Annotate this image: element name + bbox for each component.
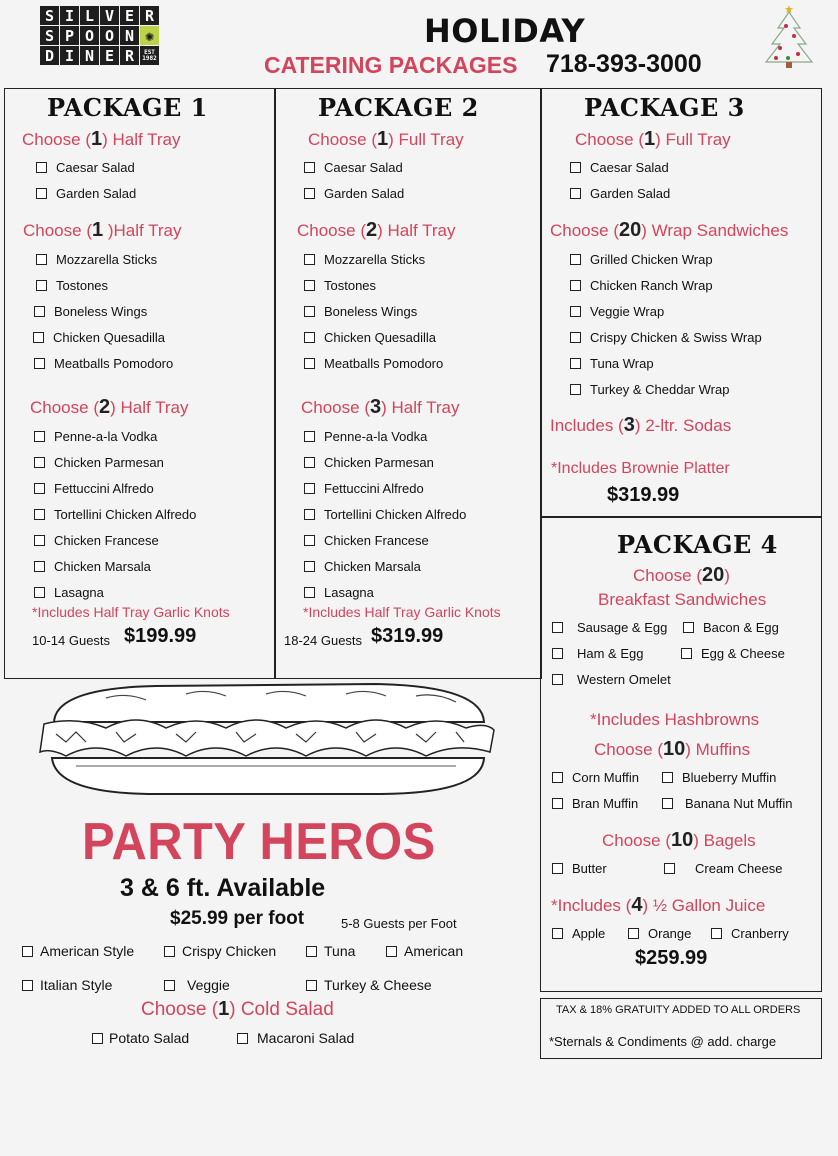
menu-option[interactable]: [304, 455, 434, 470]
checkbox[interactable]: [22, 946, 33, 957]
checkbox[interactable]: [662, 798, 673, 809]
option-label: Crispy Chicken & Swiss Wrap: [590, 330, 762, 345]
heros-guests: 5-8 Guests per Foot: [341, 916, 457, 931]
menu-option[interactable]: [34, 356, 173, 371]
christmas-tree-icon: [758, 2, 820, 70]
checkbox[interactable]: [662, 772, 673, 783]
choose-prefix: Choose (: [141, 999, 219, 1020]
menu-option[interactable]: [34, 304, 147, 319]
logo-letter: D: [40, 46, 59, 65]
checkbox[interactable]: [304, 332, 315, 343]
checkbox[interactable]: [304, 483, 315, 494]
choose-count: 1: [90, 128, 103, 150]
checkbox[interactable]: [306, 980, 317, 991]
option-label: Chicken Francese: [324, 533, 429, 548]
logo-est: EST 1982: [140, 46, 159, 65]
menu-option[interactable]: [33, 330, 165, 345]
checkbox[interactable]: [304, 306, 315, 317]
choose-suffix: ) Cold Salad: [229, 999, 334, 1020]
menu-option[interactable]: [570, 160, 669, 175]
menu-option[interactable]: [552, 646, 643, 661]
menu-option[interactable]: [570, 186, 670, 201]
choose-prefix: Choose (: [308, 130, 377, 149]
logo-letter: N: [80, 46, 99, 65]
package-1-note: *Includes Half Tray Garlic Knots: [32, 604, 230, 620]
option-label: Caesar Salad: [56, 160, 135, 175]
menu-option[interactable]: [662, 796, 792, 811]
checkbox[interactable]: [304, 254, 315, 265]
menu-option[interactable]: [304, 186, 404, 201]
choose-count: 3: [369, 396, 382, 418]
option-label: Western Omelet: [577, 672, 671, 687]
option-label: Lasagna: [54, 585, 104, 600]
menu-option[interactable]: [304, 429, 427, 444]
choose-suffix: ) 2-ltr. Sodas: [634, 416, 732, 435]
option-label: Butter: [572, 861, 607, 876]
menu-option[interactable]: [552, 770, 639, 785]
package-3-choice-1: [575, 128, 731, 151]
logo-letter: V: [100, 6, 119, 25]
option-label: Tuna: [324, 943, 356, 959]
choose-count: 20: [701, 564, 725, 586]
checkbox[interactable]: [304, 431, 315, 442]
choose-prefix: Choose (: [22, 130, 91, 149]
choose-count: 10: [670, 829, 694, 851]
checkbox[interactable]: [552, 674, 563, 685]
menu-option[interactable]: [662, 770, 776, 785]
package-3-choice-2: [550, 219, 788, 242]
menu-option[interactable]: [36, 186, 136, 201]
logo-letter: E: [100, 46, 119, 65]
option-label: Garden Salad: [590, 186, 671, 201]
option-label: Apple: [572, 926, 606, 941]
hero-sandwich-image: [36, 682, 498, 798]
package-4-choice-bagels: [602, 829, 756, 852]
hero-option[interactable]: [164, 977, 230, 993]
option-label: Egg & Cheese: [701, 646, 785, 661]
option-label: Crispy Chicken: [182, 943, 277, 959]
option-label: Banana Nut Muffin: [685, 796, 793, 811]
checkbox[interactable]: [570, 254, 581, 265]
choose-prefix: Choose (: [575, 130, 644, 149]
checkbox[interactable]: [570, 306, 581, 317]
choose-count: 2: [365, 219, 378, 241]
checkbox[interactable]: [304, 358, 315, 369]
package-2-note: *Includes Half Tray Garlic Knots: [303, 604, 501, 620]
checkbox[interactable]: [711, 928, 722, 939]
option-label: Turkey & Cheese: [324, 977, 432, 993]
checkbox[interactable]: [552, 622, 563, 633]
checkbox[interactable]: [570, 162, 581, 173]
logo-letter: S: [40, 6, 59, 25]
logo-letter: S: [40, 26, 59, 45]
option-label: Penne-a-la Vodka: [54, 429, 158, 444]
choose-prefix: Choose (: [633, 566, 702, 585]
menu-option[interactable]: [304, 533, 429, 548]
checkbox[interactable]: [304, 535, 315, 546]
checkbox[interactable]: [306, 946, 317, 957]
option-label: Chicken Francese: [54, 533, 159, 548]
option-label: Cranberry: [731, 926, 789, 941]
menu-option[interactable]: [552, 620, 667, 635]
logo-letter: R: [140, 6, 159, 25]
logo-letter: R: [120, 46, 139, 65]
menu-option[interactable]: [304, 559, 421, 574]
option-label: Blueberry Muffin: [682, 770, 777, 785]
option-label: Meatballs Pomodoro: [54, 356, 174, 371]
menu-option[interactable]: [34, 455, 164, 470]
logo-letter: L: [80, 6, 99, 25]
menu-option[interactable]: [570, 278, 713, 293]
checkbox[interactable]: [628, 928, 639, 939]
checkbox[interactable]: [664, 863, 675, 874]
logo-letter: N: [120, 26, 139, 45]
checkbox[interactable]: [570, 358, 581, 369]
choose-prefix: Choose (: [602, 831, 671, 850]
choose-suffix: ): [724, 566, 730, 585]
option-label: Mozzarella Sticks: [324, 252, 426, 267]
choose-suffix: ) Muffins: [685, 740, 751, 759]
menu-option[interactable]: [36, 160, 135, 175]
party-heros-title: PARTY HEROS: [82, 813, 436, 871]
option-label: American: [404, 943, 464, 959]
checkbox[interactable]: [570, 332, 581, 343]
option-label: Caesar Salad: [590, 160, 669, 175]
logo-letter: P: [60, 26, 79, 45]
package-1-price: $199.99: [124, 625, 197, 647]
choose-prefix: Choose (: [301, 398, 370, 417]
menu-option[interactable]: [34, 481, 154, 496]
checkbox[interactable]: [34, 457, 45, 468]
hero-option[interactable]: [22, 977, 112, 993]
hero-option[interactable]: [306, 977, 432, 993]
option-label: Chicken Quesadilla: [324, 330, 437, 345]
package-2-choice-3: [301, 396, 460, 419]
hero-option[interactable]: [22, 943, 134, 959]
choose-count: 4: [631, 894, 643, 916]
checkbox[interactable]: [552, 772, 563, 783]
checkbox[interactable]: [36, 162, 47, 173]
checkbox[interactable]: [34, 358, 45, 369]
choose-suffix: ) ½ Gallon Juice: [642, 896, 766, 915]
package-4-choice-sandwiches: [633, 564, 730, 587]
checkbox[interactable]: [36, 254, 47, 265]
option-label: Italian Style: [40, 977, 113, 993]
option-label: Mozzarella Sticks: [56, 252, 158, 267]
checkbox[interactable]: [304, 509, 315, 520]
choose-suffix: ) Half Tray: [381, 398, 460, 417]
package-4-title: PACKAGE 4: [617, 530, 778, 559]
checkbox[interactable]: [552, 928, 563, 939]
logo-spoon-mark: ✺: [140, 26, 159, 45]
menu-option[interactable]: [34, 533, 159, 548]
checkbox[interactable]: [164, 946, 175, 957]
sternals-note: *Sternals & Condiments @ add. charge: [549, 1034, 777, 1049]
option-label: Lasagna: [324, 585, 374, 600]
breakfast-sandwiches-label: Breakfast Sandwiches: [598, 590, 767, 609]
option-label: Fettuccini Alfredo: [324, 481, 424, 496]
checkbox[interactable]: [552, 648, 563, 659]
package-1-guests: 10-14 Guests: [32, 633, 111, 648]
checkbox[interactable]: [304, 587, 315, 598]
checkbox[interactable]: [34, 561, 45, 572]
checkbox[interactable]: [570, 188, 581, 199]
tax-gratuity-note: TAX & 18% GRATUITY ADDED TO ALL ORDERS: [556, 1004, 801, 1016]
menu-option[interactable]: [34, 507, 196, 522]
option-label: Tostones: [324, 278, 377, 293]
checkbox[interactable]: [386, 946, 397, 957]
menu-option[interactable]: [552, 672, 671, 687]
checkbox[interactable]: [304, 457, 315, 468]
menu-option[interactable]: [34, 429, 157, 444]
choose-prefix: *Includes (: [551, 896, 632, 915]
checkbox[interactable]: [552, 863, 563, 874]
checkbox[interactable]: [92, 1033, 103, 1044]
option-label: Potato Salad: [109, 1030, 190, 1046]
heros-availability: 3 & 6 ft. Available: [120, 874, 326, 902]
choose-suffix: ) Half Tray: [110, 398, 189, 417]
choose-prefix: Choose (: [23, 221, 92, 240]
option-label: American Style: [40, 943, 135, 959]
checkbox[interactable]: [34, 509, 45, 520]
choose-suffix: ) Half Tray: [377, 221, 456, 240]
checkbox[interactable]: [570, 384, 581, 395]
menu-option[interactable]: [304, 585, 374, 600]
checkbox[interactable]: [570, 280, 581, 291]
phone-number: 718-393-3000: [546, 50, 702, 78]
option-label: Caesar Salad: [324, 160, 403, 175]
choose-suffix: ) Full Tray: [655, 130, 731, 149]
menu-option[interactable]: [36, 252, 157, 267]
choose-count: 1: [376, 128, 389, 150]
option-label: Sausage & Egg: [577, 620, 668, 635]
choose-suffix: ) Wrap Sandwiches: [641, 221, 789, 240]
option-label: Garden Salad: [56, 186, 137, 201]
checkbox[interactable]: [33, 332, 44, 343]
option-label: Fettuccini Alfredo: [54, 481, 154, 496]
logo-letter: I: [60, 46, 79, 65]
option-label: Corn Muffin: [572, 770, 639, 785]
option-label: Tortellini Chicken Alfredo: [324, 507, 467, 522]
option-label: Orange: [648, 926, 692, 941]
option-label: Veggie: [187, 977, 230, 993]
cold-salad-choice: [141, 998, 334, 1021]
option-label: Boneless Wings: [324, 304, 418, 319]
option-label: Penne-a-la Vodka: [324, 429, 428, 444]
checkbox[interactable]: [552, 798, 563, 809]
package-4-price: $259.99: [635, 947, 708, 969]
hero-option[interactable]: [306, 943, 355, 959]
menu-option[interactable]: [304, 330, 436, 345]
choose-count: 3: [623, 414, 635, 436]
option-label: Bacon & Egg: [703, 620, 779, 635]
checkbox[interactable]: [22, 980, 33, 991]
page-title: HOLIDAY: [424, 12, 586, 50]
option-label: Boneless Wings: [54, 304, 148, 319]
choose-prefix: Choose (: [30, 398, 99, 417]
menu-option[interactable]: [570, 382, 729, 397]
choose-count: 1: [643, 128, 656, 150]
choose-suffix: ) Full Tray: [388, 130, 464, 149]
choose-count: 10: [662, 738, 686, 760]
checkbox[interactable]: [681, 648, 692, 659]
menu-option[interactable]: [552, 861, 607, 876]
choose-count: 1: [91, 219, 104, 241]
checkbox[interactable]: [34, 483, 45, 494]
option-label: Grilled Chicken Wrap: [590, 252, 713, 267]
menu-option[interactable]: [304, 481, 424, 496]
checkbox[interactable]: [36, 188, 47, 199]
choose-count: 2: [98, 396, 111, 418]
checkbox[interactable]: [304, 162, 315, 173]
page-subtitle: CATERING PACKAGES: [264, 52, 518, 78]
package-2-choice-1: [308, 128, 464, 151]
choose-prefix: Choose (: [594, 740, 663, 759]
checkbox[interactable]: [304, 561, 315, 572]
menu-option[interactable]: [552, 926, 605, 941]
heros-price: $25.99 per foot: [170, 908, 305, 929]
logo-letter: O: [100, 26, 119, 45]
menu-option[interactable]: [570, 252, 713, 267]
checkbox[interactable]: [34, 535, 45, 546]
package-3-note: *Includes Brownie Platter: [551, 460, 730, 477]
menu-option[interactable]: [570, 330, 762, 345]
checkbox[interactable]: [304, 280, 315, 291]
menu-option[interactable]: [304, 252, 425, 267]
menu-option[interactable]: [304, 304, 417, 319]
package-3-box: [540, 88, 822, 518]
option-label: Chicken Parmesan: [54, 455, 164, 470]
package-4-choice-muffins: [594, 738, 750, 761]
option-label: Chicken Quesadilla: [53, 330, 166, 345]
choose-prefix: Choose (: [297, 221, 366, 240]
checkbox[interactable]: [34, 587, 45, 598]
option-label: Chicken Parmesan: [324, 455, 434, 470]
option-label: Bran Muffin: [572, 796, 639, 811]
option-label: Cream Cheese: [695, 861, 783, 876]
option-label: Tuna Wrap: [590, 356, 654, 371]
menu-option[interactable]: [34, 559, 151, 574]
option-label: Tostones: [56, 278, 109, 293]
option-label: Chicken Ranch Wrap: [590, 278, 713, 293]
package-1-choice-3: [30, 396, 189, 419]
option-label: Garden Salad: [324, 186, 405, 201]
package-3-sodas: [550, 414, 731, 437]
package-2-choice-2: [297, 219, 456, 242]
choose-suffix: ) Half Tray: [102, 130, 181, 149]
package-1-choice-1: [22, 128, 181, 151]
menu-option[interactable]: [570, 356, 654, 371]
option-label: Chicken Marsala: [324, 559, 421, 574]
menu-option[interactable]: [711, 926, 789, 941]
option-label: Turkey & Cheddar Wrap: [590, 382, 730, 397]
option-label: Veggie Wrap: [590, 304, 665, 319]
package-4-hashbrowns: *Includes Hashbrowns: [590, 710, 760, 729]
logo-letter: O: [80, 26, 99, 45]
choose-suffix: )Half Tray: [103, 221, 182, 240]
menu-option[interactable]: [304, 160, 403, 175]
checkbox[interactable]: [34, 431, 45, 442]
menu-option[interactable]: [304, 356, 443, 371]
option-label: Ham & Egg: [577, 646, 644, 661]
option-label: Macaroni Salad: [257, 1030, 355, 1046]
option-label: Chicken Marsala: [54, 559, 151, 574]
choose-prefix: Choose (: [550, 221, 619, 240]
salad-option[interactable]: [237, 1030, 354, 1046]
menu-option[interactable]: [683, 620, 779, 635]
choose-prefix: Includes (: [550, 416, 624, 435]
choose-suffix: ) Bagels: [693, 831, 756, 850]
checkbox[interactable]: [164, 980, 175, 991]
menu-option[interactable]: [304, 278, 376, 293]
hero-option[interactable]: [386, 943, 463, 959]
package-2-title: PACKAGE 2: [318, 93, 479, 122]
menu-option[interactable]: [34, 585, 104, 600]
package-1-choice-2: [23, 219, 182, 242]
logo-letter: I: [60, 6, 79, 25]
checkbox[interactable]: [237, 1033, 248, 1044]
package-1-title: PACKAGE 1: [47, 93, 208, 122]
silver-spoon-diner-logo: [40, 6, 159, 65]
choose-count: 1: [218, 998, 230, 1020]
checkbox[interactable]: [36, 280, 47, 291]
menu-option[interactable]: [304, 507, 466, 522]
option-label: Tortellini Chicken Alfredo: [54, 507, 197, 522]
checkbox[interactable]: [304, 188, 315, 199]
package-2-guests: 18-24 Guests: [284, 633, 363, 648]
checkbox[interactable]: [683, 622, 694, 633]
svg-text:★: ★: [784, 3, 794, 16]
menu-option[interactable]: [570, 304, 664, 319]
logo-letter: E: [120, 6, 139, 25]
checkbox[interactable]: [34, 306, 45, 317]
package-3-title: PACKAGE 3: [584, 93, 745, 122]
package-4-juice: [551, 894, 765, 917]
menu-option[interactable]: [36, 278, 108, 293]
menu-option[interactable]: [552, 796, 638, 811]
hero-option[interactable]: [164, 943, 276, 959]
package-2-price: $319.99: [371, 625, 444, 647]
option-label: Meatballs Pomodoro: [324, 356, 444, 371]
menu-option[interactable]: [681, 646, 785, 661]
salad-option[interactable]: [92, 1030, 189, 1046]
package-3-price: $319.99: [607, 484, 680, 506]
menu-option[interactable]: [664, 861, 782, 876]
choose-count: 20: [618, 219, 642, 241]
menu-option[interactable]: [628, 926, 691, 941]
